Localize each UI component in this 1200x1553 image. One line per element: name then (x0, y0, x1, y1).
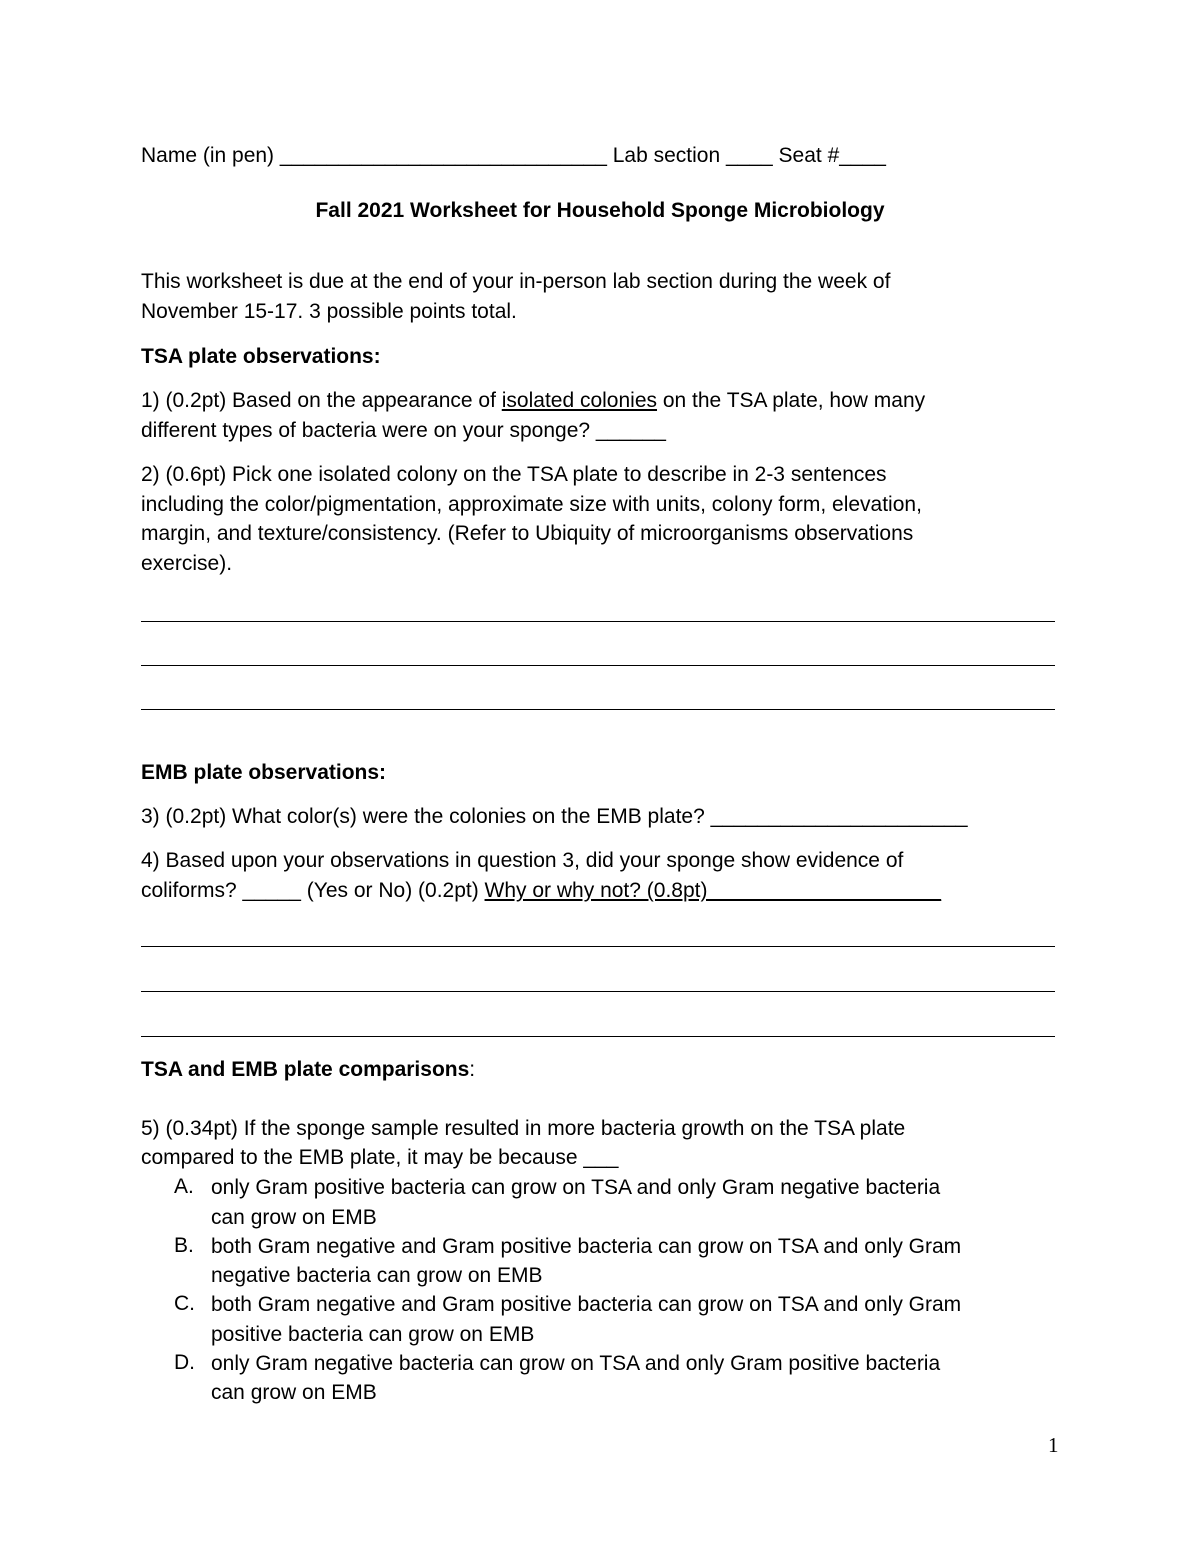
emb-section-heading: EMB plate observations: (141, 761, 387, 784)
question-3: 3) (0.2pt) What color(s) were the colonies on the EMB plate? ______________________ (141, 805, 968, 828)
name-lab-seat-line: Name (in pen) ____________________________ Lab section ____ Seat #____ (141, 144, 886, 167)
option-d-letter: D. (174, 1351, 195, 1374)
question-1-line-1 (141, 387, 925, 415)
option-d-line-1: only Gram negative bacteria can grow on TSA and only Gram positive bacteria (211, 1352, 941, 1375)
intro-line-1: This worksheet is due at the end of your in-person lab section during the week of (141, 270, 891, 293)
option-a-line-2: can grow on EMB (211, 1206, 377, 1229)
comparison-section-heading (141, 1056, 475, 1084)
tsa-section-heading: TSA plate observations: (141, 345, 381, 368)
question-1-line-2: different types of bacteria were on your sponge? ______ (141, 419, 666, 442)
option-a-letter: A. (174, 1175, 194, 1198)
option-c-letter: C. (174, 1292, 195, 1315)
question-1-underlined: isolated colonies (501, 389, 658, 412)
worksheet-title: Fall 2021 Worksheet for Household Sponge Microbiology (315, 199, 885, 222)
question-2-line-4: exercise). (141, 552, 233, 575)
page-number: 1 (1048, 1433, 1059, 1457)
answer-line (141, 1036, 1055, 1037)
answer-line (141, 665, 1055, 666)
comparison-heading-text: TSA and EMB plate comparisons (141, 1058, 470, 1081)
answer-line (141, 621, 1055, 622)
question-2-line-3: margin, and texture/consistency. (Refer to Ubiquity of microorganisms observations (141, 522, 914, 545)
question-5-line-1: 5) (0.34pt) If the sponge sample resulted in more bacteria growth on the TSA plate (141, 1117, 906, 1140)
question-2-line-2: including the color/pigmentation, approximate size with units, colony form, elevation, (141, 493, 922, 516)
answer-line (141, 991, 1055, 992)
question-1-text-a: 1) (0.2pt) Based on the appearance of (141, 389, 502, 412)
question-4-line-1: 4) Based upon your observations in question 3, did your sponge show evidence of (141, 849, 904, 872)
question-1-text-b: on the TSA plate, how many (657, 389, 926, 412)
question-2-line-1: 2) (0.6pt) Pick one isolated colony on the TSA plate to describe in 2-3 sentences (141, 463, 887, 486)
question-4-text: coliforms? _____ (Yes or No) (0.2pt) (141, 879, 485, 902)
option-b-letter: B. (174, 1234, 194, 1257)
option-c-line-2: positive bacteria can grow on EMB (211, 1323, 535, 1346)
option-b-line-1: both Gram negative and Gram positive bacteria can grow on TSA and only Gram (211, 1235, 962, 1258)
intro-line-2: November 15-17. 3 possible points total. (141, 300, 517, 323)
comparison-heading-colon: : (469, 1058, 476, 1081)
answer-line (141, 709, 1055, 710)
option-b-line-2: negative bacteria can grow on EMB (211, 1264, 543, 1287)
option-d-line-2: can grow on EMB (211, 1381, 377, 1404)
option-c-line-1: both Gram negative and Gram positive bacteria can grow on TSA and only Gram (211, 1293, 962, 1316)
question-4-underlined: Why or why not? (0.8pt)____________________ (484, 879, 942, 902)
question-4-line-2 (141, 877, 941, 905)
question-5-line-2: compared to the EMB plate, it may be because ___ (141, 1146, 619, 1169)
option-a-line-1: only Gram positive bacteria can grow on TSA and only Gram negative bacteria (211, 1176, 941, 1199)
answer-line (141, 946, 1055, 947)
